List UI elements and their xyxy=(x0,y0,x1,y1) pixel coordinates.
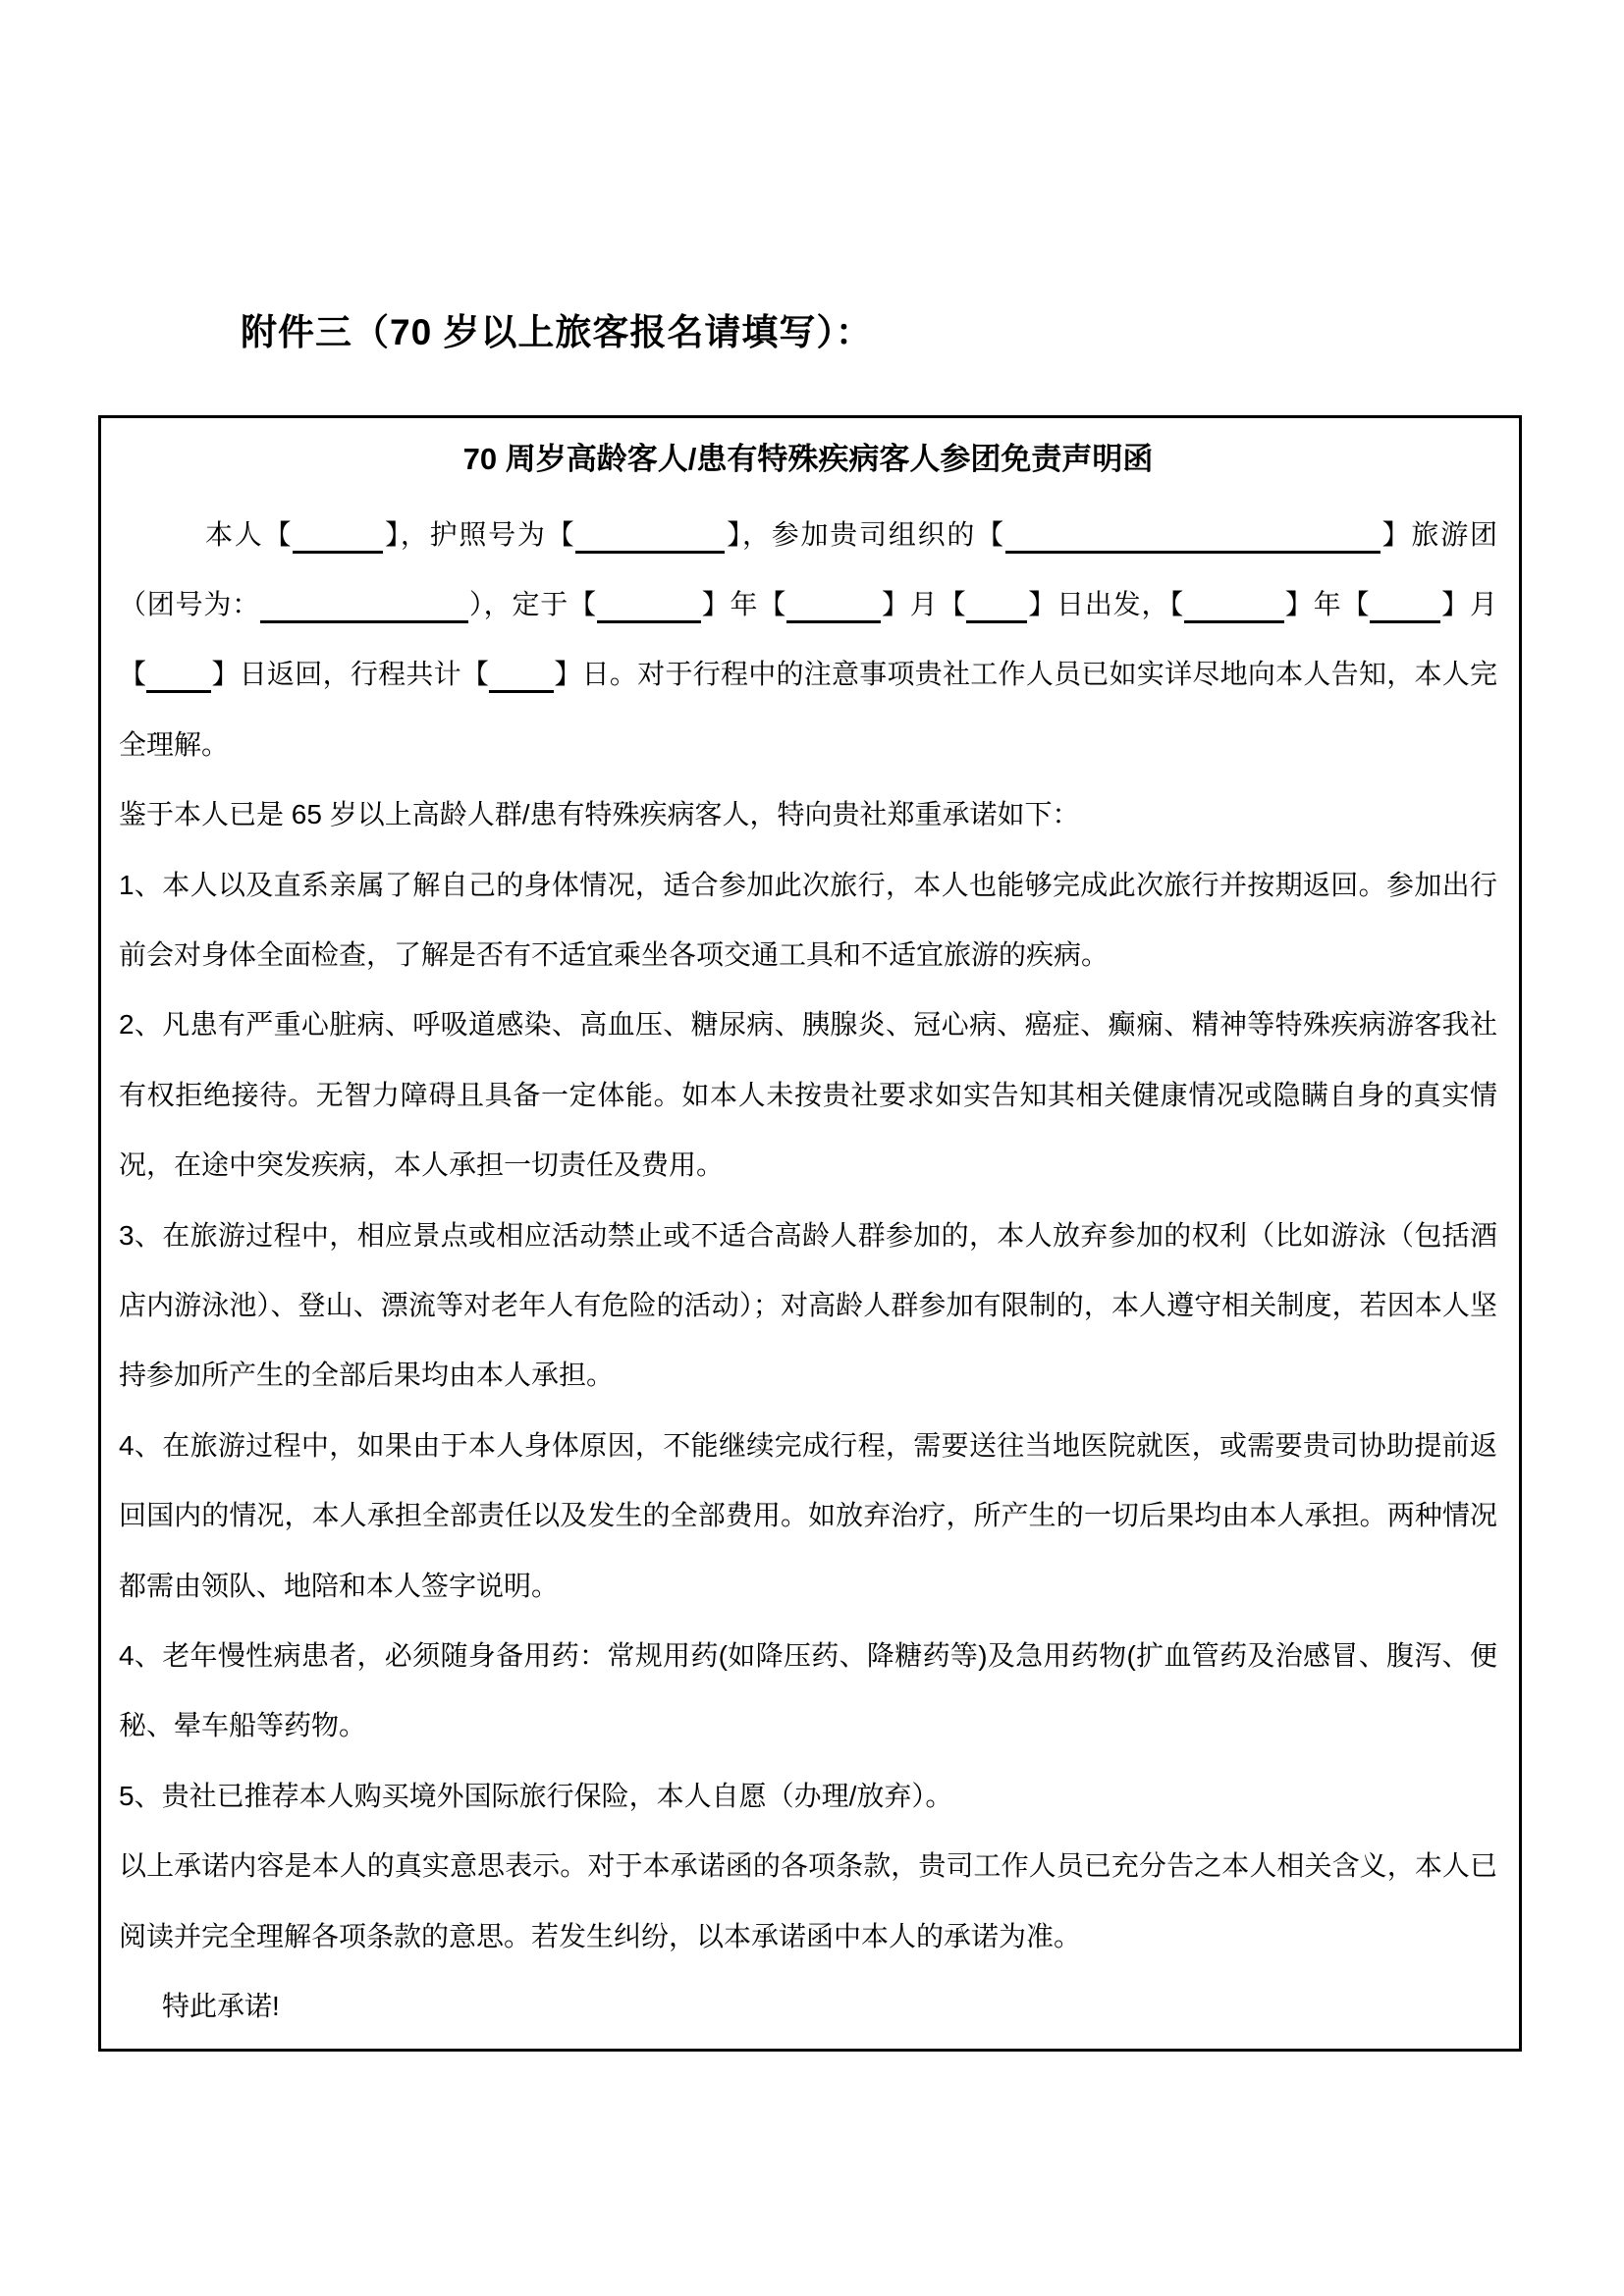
intro-text-run: 】，参加贵司组织的【 xyxy=(725,518,1005,550)
intro-text-run: 】日。对于行程中的注意事项贵社工作人员已如实详尽地向本人告知，本人完全理解。 xyxy=(119,659,1497,760)
fill-in-blank xyxy=(1370,596,1440,623)
intro-text-run: 】旅游团（团号为： xyxy=(119,518,1497,620)
fill-in-blank xyxy=(1005,526,1380,554)
clause-paragraph: 4、在旅游过程中，如果由于本人身体原因，不能继续完成行程，需要送往当地医院就医，或需要贵司协助提前返回国内的情况，本人承担全部责任以及发生的全部费用。如放弃治疗，所产生的一切后果均由本人承担。两种情况都需由领队、地陪和本人签字说明。 xyxy=(119,1429,1497,1601)
fill-in-blank xyxy=(293,526,383,554)
clause-paragraph: 1、本人以及直系亲属了解自己的身体情况，适合参加此次旅行，本人也能够完成此次旅行并按期返回。参加出行前会对身体全面检查，了解是否有不适宜乘坐各项交通工具和不适宜旅游的疾病。 xyxy=(119,869,1497,971)
fill-in-blank xyxy=(575,526,725,554)
intro-text-run: 】，护照号为【 xyxy=(383,518,576,550)
clause-paragraph: 以上承诺内容是本人的真实意思表示。对于本承诺函的各项条款，贵司工作人员已充分告之本人相关含义，本人已阅读并完全理解各项条款的意思。若发生纠纷，以本承诺函中本人的承诺为准。 xyxy=(119,1850,1497,1951)
clause-paragraph: 4、老年慢性病患者，必须随身备用药：常规用药(如降压药、降糖药等)及急用药物(扩血管药及治感冒、腹泻、便秘、晕车船等药物。 xyxy=(119,1639,1497,1741)
attachment-heading: 附件三（70 岁以上旅客报名请填写）： xyxy=(241,312,873,352)
intro-text-run: 】月【 xyxy=(119,589,1497,690)
fill-in-blank xyxy=(597,596,701,623)
clause-paragraph: 5、贵社已推荐本人购买境外国际旅行保险，本人自愿（办理/放弃）。 xyxy=(119,1780,953,1811)
fill-in-blank xyxy=(146,666,211,693)
fill-in-blank xyxy=(786,596,881,623)
clause-paragraph: 2、凡患有严重心脏病、呼吸道感染、高血压、糖尿病、胰腺炎、冠心病、癌症、癫痫、精神等特殊疾病游客我社有权拒绝接待。无智力障碍且具备一定体能。如本人未按贵社要求如实告知其相关健康情况或隐瞒自身的真实情况，在途中突发疾病，本人承担一切责任及费用。 xyxy=(119,1009,1497,1181)
intro-text-run: 】年【 xyxy=(700,589,787,620)
intro-paragraph xyxy=(119,500,1497,780)
form-title: 70 周岁高龄客人/患有特殊疾病客人参团免责声明函 xyxy=(462,442,1154,476)
clause-paragraph: 3、在旅游过程中，相应景点或相应活动禁止或不适合高龄人群参加的，本人放弃参加的权利（比如游泳（包括酒店内游泳池）、登山、漂流等对老年人有危险的活动）；对高龄人群参加有限制的，本人遵守相关制度，若因本人坚持参加所产生的全部后果均由本人承担。 xyxy=(119,1219,1497,1391)
fill-in-blank xyxy=(1184,596,1284,623)
fill-in-blank xyxy=(966,596,1027,623)
intro-text-run: 】日出发，【 xyxy=(1027,589,1185,620)
clauses-container xyxy=(119,850,1497,1971)
intro-text-run: 本人【 xyxy=(205,518,294,550)
declaration-box xyxy=(98,415,1522,2052)
intro-text-run: ），定于【 xyxy=(468,589,597,620)
fill-in-blank xyxy=(260,596,468,623)
preamble-paragraph: 鉴于本人已是 65 岁以上高龄人群/患有特殊疾病客人，特向贵社郑重承诺如下： xyxy=(119,799,1080,830)
intro-text-run: 】年【 xyxy=(1284,589,1371,620)
closing-line: 特此承诺! xyxy=(162,1990,280,2021)
intro-text-run: 】月【 xyxy=(881,589,967,620)
intro-text-run: 】日返回，行程共计【 xyxy=(211,659,490,690)
fill-in-blank xyxy=(489,666,554,693)
